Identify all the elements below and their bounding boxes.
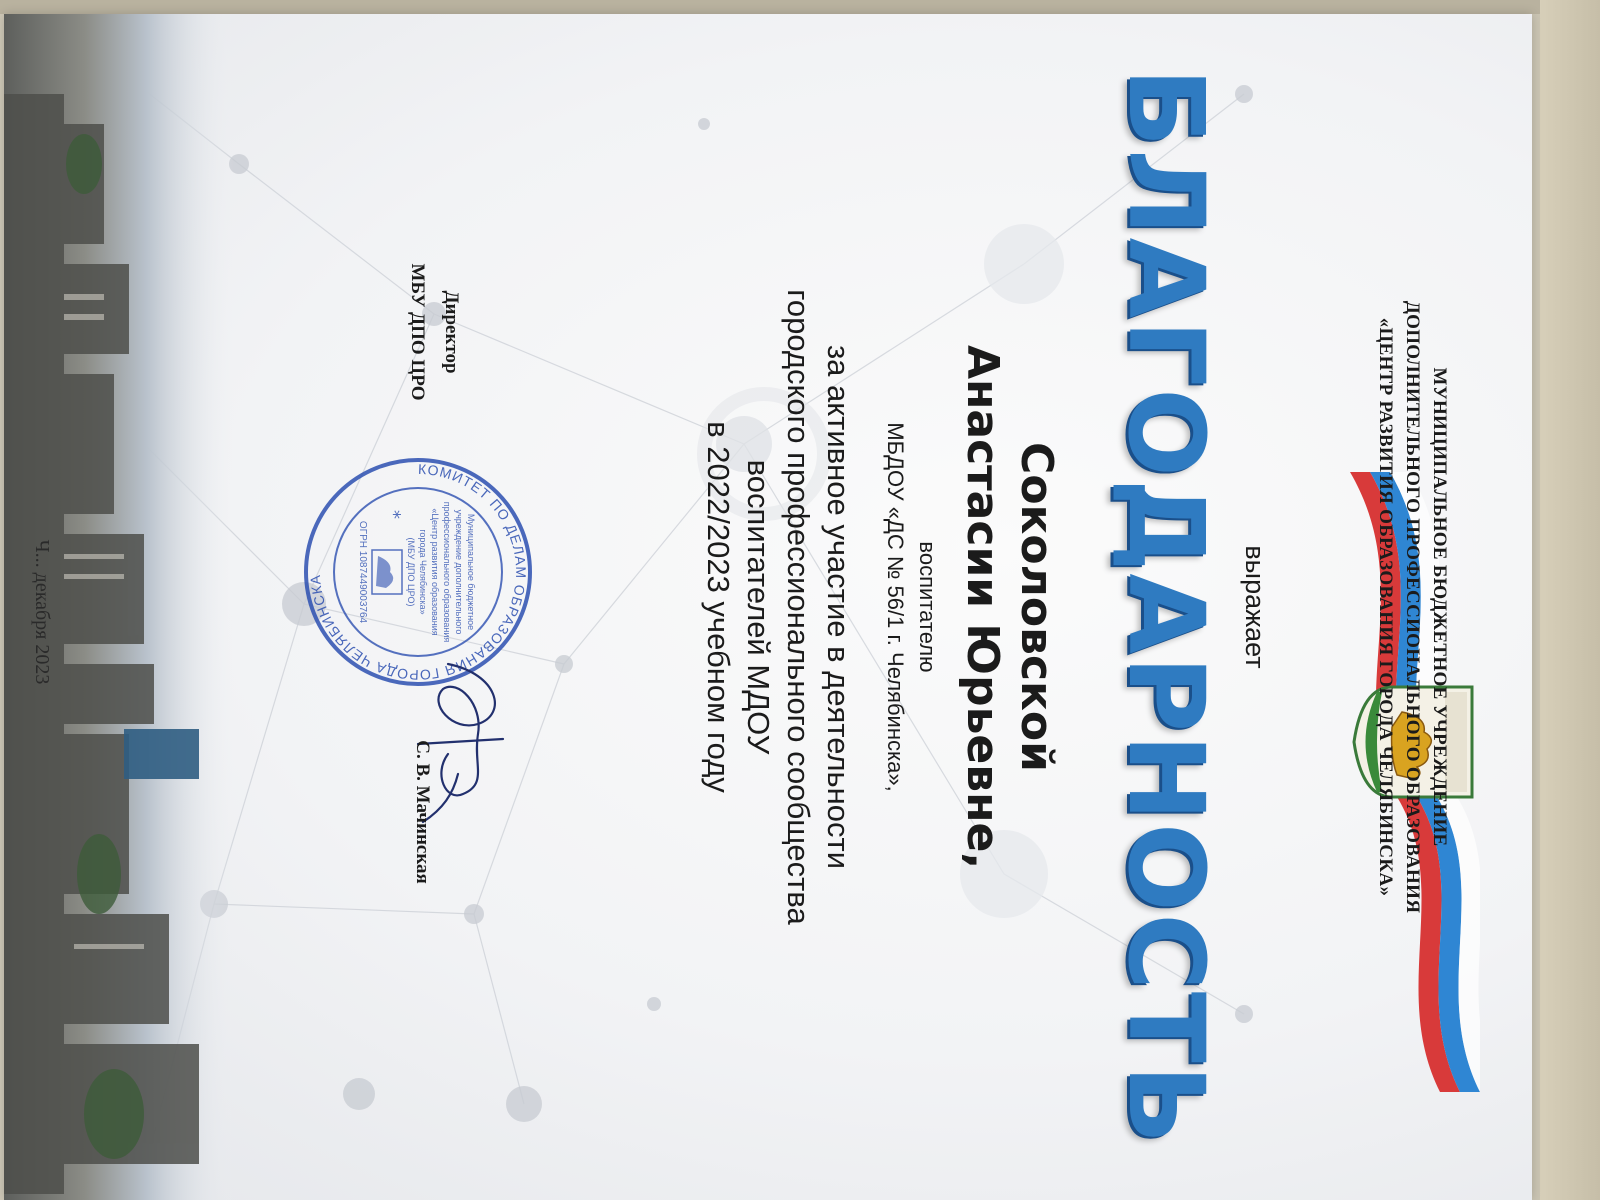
- expresses-text: выражает: [1240, 545, 1270, 669]
- institution-name: [1372, 32, 1453, 1182]
- certificate-content: [28, 32, 1508, 1182]
- institution-line-1: МУНИЦИПАЛЬНОЕ БЮДЖЕТНОЕ УЧРЕЖДЕНИЕ: [1429, 367, 1450, 847]
- issue-date: Ч... декабря 2023: [31, 539, 53, 685]
- recipient-position: [879, 32, 943, 1182]
- recipient-surname: Соколовской: [1011, 442, 1062, 772]
- signatory-title: [400, 182, 468, 482]
- svg-text:ОГРН 1087449003764: ОГРН 1087449003764: [357, 520, 368, 624]
- certificate-heading: БЛАГОДАРНОСТЬ: [1105, 67, 1227, 1147]
- institution-line-3: «ЦЕНТР РАЗВИТИЯ ОБРАЗОВАНИЯ ГОРОДА ЧЕЛЯБИНСКА»: [1375, 317, 1396, 897]
- svg-text:КОМИТЕТ ПО ДЕЛАМ ОБРАЗОВАНИЯ Г: КОМИТЕТ ПО ДЕЛАМ ОБРАЗОВАНИЯ ГОРОДА ЧЕЛЯБИНСКА: [306, 460, 530, 684]
- certificate-sheet: [4, 14, 1532, 1200]
- reason-line-3: воспитателей МДОУ: [741, 459, 776, 755]
- svg-text:Муниципальное бюджетное: Муниципальное бюджетное: [466, 513, 476, 631]
- reason-line-1: за активное участие в деятельности: [821, 344, 856, 870]
- desk-surface: [1540, 0, 1600, 1200]
- signatory-position: Директор: [441, 290, 462, 374]
- svg-text:профессионального образования: профессионального образования: [442, 501, 452, 643]
- recipient-name: [955, 32, 1063, 1182]
- desk-edge: [0, 0, 1600, 14]
- award-reason: [698, 32, 858, 1182]
- svg-text:города Челябинска»: города Челябинска»: [418, 529, 428, 615]
- institution-line-2: ДОПОЛНИТЕЛЬНОГО ПРОФЕССИОНАЛЬНОГО ОБРАЗОВАНИЯ: [1402, 300, 1423, 914]
- svg-text:учреждение дополнительного: учреждение дополнительного: [454, 509, 464, 635]
- signatory-organization: МБУ ДПО ЦРО: [407, 263, 428, 401]
- svg-text:«Центр развития образования: «Центр развития образования: [430, 508, 440, 636]
- svg-text:*: *: [383, 510, 404, 519]
- recipient-given-names: Анастасии Юрьевне,: [957, 344, 1008, 870]
- recipient-organization: МБДОУ «ДС № 56/1 г. Челябинска»,: [883, 422, 908, 792]
- signatory-name: С. В. Мачинская: [412, 740, 433, 884]
- svg-text:(МБУ ДПО ЦРО): (МБУ ДПО ЦРО): [406, 537, 416, 607]
- reason-line-2: городского профессионального сообщества: [781, 289, 816, 925]
- recipient-role: воспитателю: [915, 541, 940, 673]
- reason-line-4: в 2022/2023 учебном году: [701, 421, 736, 793]
